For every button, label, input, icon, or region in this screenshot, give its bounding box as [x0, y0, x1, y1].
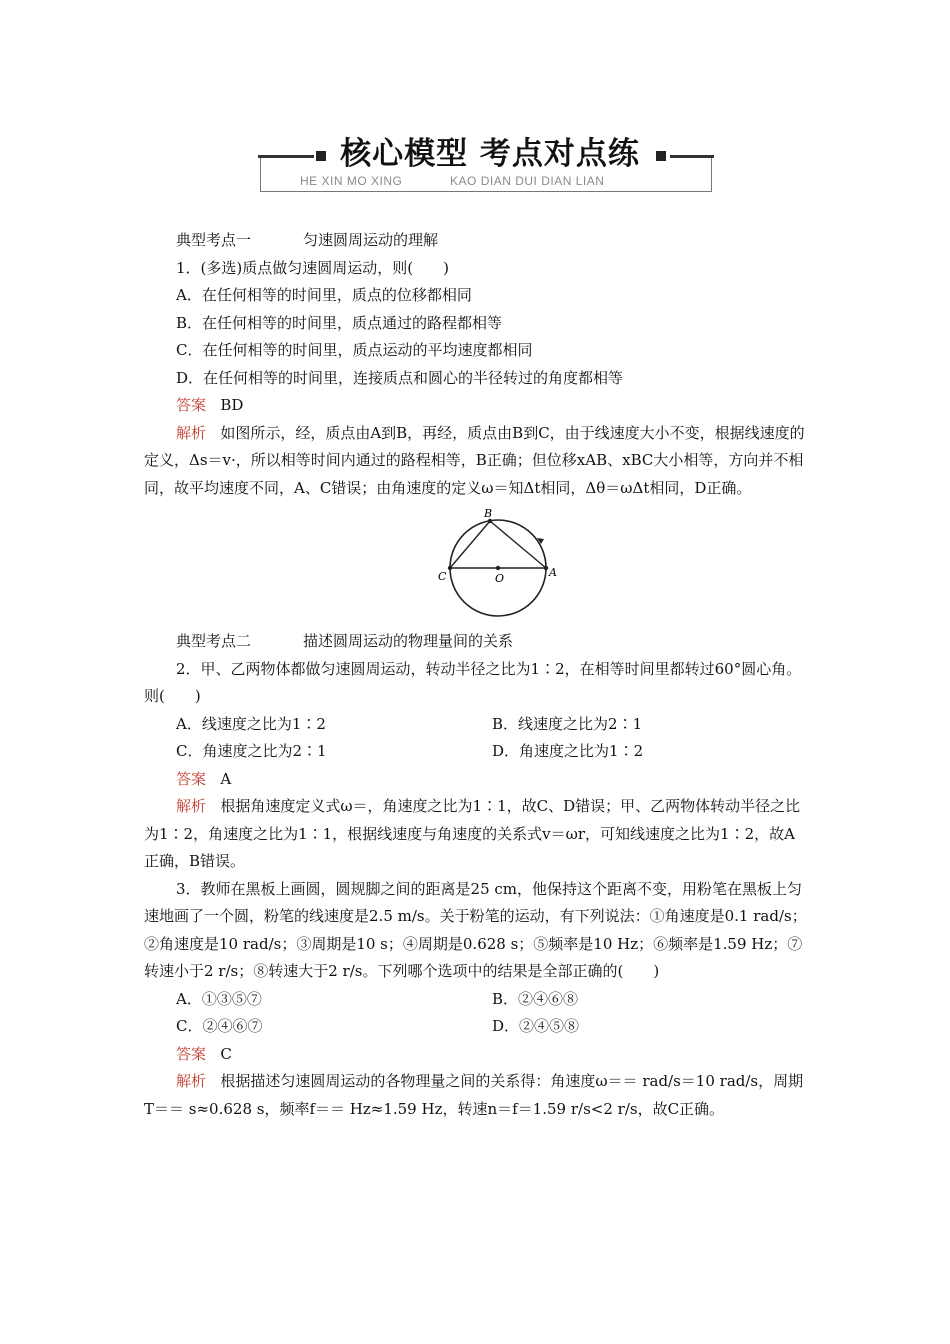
answer-value: A — [220, 769, 232, 788]
question-2-stem: 2．甲、乙两物体都做匀速圆周运动，转动半径之比为1∶2，在相等时间里都转过60°圆心角。则( ) — [144, 659, 802, 705]
document-body — [144, 227, 808, 1123]
question-3-option-d: D．②④⑤⑧ — [492, 1017, 580, 1035]
section-heading-2 — [144, 628, 808, 656]
banner-pinyin-left: HE XIN MO XING — [300, 174, 403, 188]
question-1-option-a: A．在任何相等的时间里，质点的位移都相同 — [176, 286, 472, 304]
question-3-options-row-1 — [144, 986, 808, 1014]
question-3-analysis — [144, 1068, 808, 1123]
banner-pinyin-right: KAO DIAN DUI DIAN LIAN — [450, 174, 605, 188]
question-2-analysis — [144, 793, 808, 876]
section-label: 典型考点二 — [176, 632, 252, 650]
question-1-option-c: C．在任何相等的时间里，质点运动的平均速度都相同 — [176, 341, 533, 359]
analysis-text: 根据角速度定义式ω＝，角速度之比为1∶1，故C、D错误；甲、乙两物体转动半径之比为1∶2，角速度之比为1∶1，根据线速度与角速度的关系式v＝ωr，可知线速度之比为1∶2，故A正确，B错误。 — [144, 797, 801, 870]
analysis-label: 解析 — [176, 423, 207, 442]
question-3-option-c: C．②④⑥⑦ — [176, 1017, 263, 1035]
label-c: C — [438, 570, 447, 583]
banner-pinyin — [300, 174, 680, 188]
banner-rule-right — [670, 155, 714, 158]
label-o: O — [495, 572, 505, 585]
section-heading-1 — [144, 227, 808, 255]
question-1-option-b: B．在任何相等的时间里，质点通过的路程都相等 — [176, 313, 503, 332]
answer-label: 答案 — [176, 396, 207, 414]
section-banner — [258, 136, 714, 194]
banner-square-right — [656, 151, 666, 161]
question-1-stem: 1．(多选)质点做匀速圆周运动，则( ) — [176, 258, 449, 277]
circle-figure — [144, 506, 808, 622]
question-1-option-d: D．在任何相等的时间里，连接质点和圆心的半径转过的角度都相等 — [176, 368, 624, 387]
question-3-option-a: A．①③⑤⑦ — [176, 989, 262, 1008]
analysis-text: 根据描述匀速圆周运动的各物理量之间的关系得：角速度ω＝＝ rad/s＝10 rad/s，周期T＝＝ s≈0.628 s，频率f＝＝ Hz≈1.59 Hz，转速n＝f＝1.59 r/s<2 r/s，故C正确。 — [144, 1072, 804, 1118]
point-a — [544, 566, 548, 570]
question-2-options-row-2 — [144, 738, 808, 766]
question-3-stem: 3．教师在黑板上画圆，圆规脚之间的距离是25 cm，他保持这个距离不变，用粉笔在黑板上匀速地画了一个圆，粉笔的线速度是2.5 m/s。关于粉笔的运动，有下列说法：①角速度是0.1 rad/s；②角速度是10 rad/s；③周期是10 s；④周期是0.628 s；⑤频率是10 Hz；⑥频率是1.59 Hz；⑦转速小于2 r/s；⑧转速大于2 r/s。下列哪个选项中的结果是全部正确的( ) — [144, 879, 807, 980]
question-1-analysis — [144, 420, 808, 503]
analysis-label: 解析 — [176, 1072, 207, 1090]
circle-diagram — [436, 506, 566, 622]
question-2-option-d: D．角速度之比为1∶2 — [492, 742, 644, 760]
analysis-text: 如图所示，经，质点由A到B，再经，质点由B到C，由于线速度大小不变，根据线速度的定义，Δs＝v·，所以相等时间内通过的路程相等，B正确；但位移xAB、xBC大小相等，方向并不相同，故平均速度不同，A、C错误；由角速度的定义ω＝知Δt相同，Δθ＝ωΔt相同，D正确。 — [144, 423, 805, 497]
question-3-option-b: B．②④⑥⑧ — [492, 989, 579, 1008]
question-3-options-row-2 — [144, 1013, 808, 1041]
label-b: B — [484, 507, 493, 520]
section-title: 描述圆周运动的物理量间的关系 — [303, 632, 514, 650]
question-2-option-a: A．线速度之比为1∶2 — [176, 714, 326, 733]
answer-value: BD — [220, 396, 244, 414]
section-label: 典型考点一 — [176, 231, 252, 249]
banner-title: 核心模型 考点对点练 — [330, 136, 650, 172]
point-o — [496, 566, 500, 570]
question-2-option-c: C．角速度之比为2∶1 — [176, 742, 327, 760]
question-1-answer — [144, 392, 808, 420]
answer-label: 答案 — [176, 1044, 207, 1063]
banner-rule-left — [258, 155, 314, 158]
banner-square-left — [316, 151, 326, 161]
question-2-option-b: B．线速度之比为2∶1 — [492, 714, 643, 733]
label-a: A — [549, 566, 557, 579]
question-2-options-row-1 — [144, 711, 808, 739]
question-2-answer — [144, 766, 808, 794]
answer-value: C — [220, 1044, 232, 1063]
question-3-answer — [144, 1041, 808, 1069]
point-c — [448, 566, 452, 570]
chord-ba — [490, 521, 546, 568]
answer-label: 答案 — [176, 769, 207, 788]
section-title: 匀速圆周运动的理解 — [303, 231, 439, 249]
analysis-label: 解析 — [176, 797, 207, 815]
